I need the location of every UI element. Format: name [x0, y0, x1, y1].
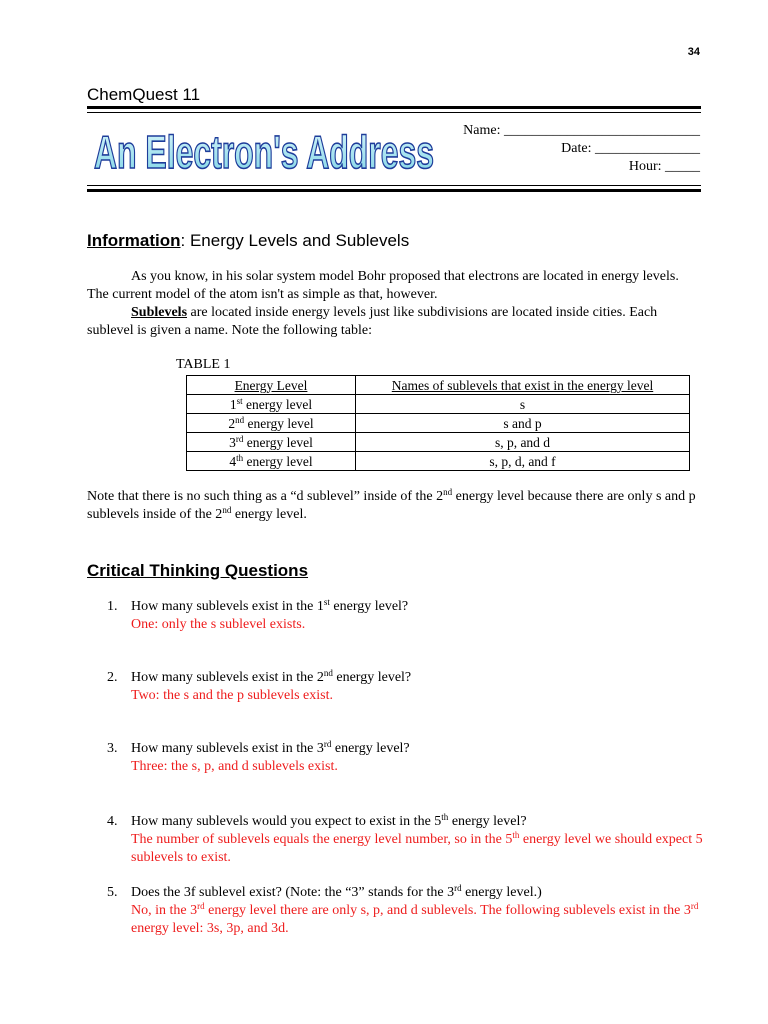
table-row: [187, 452, 690, 471]
question-text: Does the 3f sublevel exist? (Note: the “3” stands for the 3rd energy level.): [131, 883, 542, 900]
sublevels-cell: s, p, and d: [356, 433, 690, 452]
energy-level-cell: 2nd energy level: [187, 414, 356, 433]
header-rule-bottom: [87, 189, 701, 192]
question-2: [107, 669, 707, 705]
question-text: How many sublevels would you expect to exist in the 5th energy level?: [131, 812, 527, 829]
question-3: [107, 740, 707, 776]
header-sublevel-names: Names of sublevels that exist in the energy level: [391, 377, 654, 393]
wordart-title-text: An Electron's Address: [94, 126, 434, 178]
table-row: [187, 395, 690, 414]
wordart-title: [92, 118, 437, 188]
header-energy-level: Energy Level: [234, 377, 308, 393]
date-field[interactable]: Date: _______________: [561, 141, 700, 156]
series-title: ChemQuest 11: [87, 85, 201, 104]
question-4: [107, 813, 707, 867]
question-text: How many sublevels exist in the 2nd energy level?: [131, 668, 412, 685]
name-field[interactable]: Name: ____________________________: [463, 123, 700, 138]
sublevels-cell: s, p, d, and f: [356, 452, 690, 471]
question-number: 3.: [107, 741, 118, 756]
answer-text: One: only the s sublevel exists.: [131, 617, 306, 632]
question-5: [107, 884, 707, 938]
question-number: 5.: [107, 885, 118, 900]
header-rule-bottom-thin: [87, 185, 701, 186]
header-rule-top-thin: [87, 112, 701, 113]
paragraph-sublevels: [87, 304, 701, 340]
information-label: Information: [87, 231, 181, 250]
header-rule-top: [87, 106, 701, 109]
energy-level-cell: 1st energy level: [187, 395, 356, 414]
table-row: [187, 433, 690, 452]
table-caption: TABLE 1: [176, 357, 231, 372]
hour-field[interactable]: Hour: _____: [628, 159, 700, 174]
question-number: 1.: [107, 599, 118, 614]
information-heading: [87, 231, 409, 251]
answer-text: No, in the 3rd energy level there are only s, p, and d sublevels. The following sublevels exist in the 3rd energy level: 3s, 3p, and 3d.: [131, 901, 699, 936]
note-paragraph: Note that there is no such thing as a “d sublevel” inside of the 2nd energy level because there are only s and p sublevels inside of the 2nd energy level.: [87, 487, 696, 522]
question-text: How many sublevels exist in the 3rd energy level?: [131, 739, 410, 756]
sublevels-cell: s: [356, 395, 690, 414]
question-text: How many sublevels exist in the 1st energy level?: [131, 597, 409, 614]
paragraph-sublevels-text: are located inside energy levels just like subdivisions are located inside cities. Each sublevel is given a name. Note the following table:: [87, 305, 658, 338]
question-1: [107, 598, 707, 634]
answer-text: The number of sublevels equals the energy level number, so in the 5th energy level we should expect 5 sublevels to exist.: [131, 830, 703, 865]
answer-text: Three: the s, p, and d sublevels exist.: [131, 759, 338, 774]
sublevel-table: [186, 375, 690, 471]
energy-level-cell: 4th energy level: [187, 452, 356, 471]
information-topic: : Energy Levels and Sublevels: [180, 231, 410, 250]
page-number: 34: [687, 46, 700, 58]
energy-level-cell: 3rd energy level: [187, 433, 356, 452]
paragraph-bohr: As you know, in his solar system model Bohr proposed that electrons are located in energy levels. The current model of the atom isn't as simple as that, however.: [87, 269, 679, 302]
answer-text: Two: the s and the p sublevels exist.: [131, 688, 333, 703]
table-row: [187, 414, 690, 433]
table-header-row: [187, 376, 690, 395]
question-number: 2.: [107, 670, 118, 685]
term-sublevels: Sublevels: [131, 305, 188, 320]
question-number: 4.: [107, 814, 118, 829]
intro-paragraph: [87, 268, 701, 340]
sublevels-cell: s and p: [356, 414, 690, 433]
critical-thinking-heading: Critical Thinking Questions: [87, 561, 309, 580]
